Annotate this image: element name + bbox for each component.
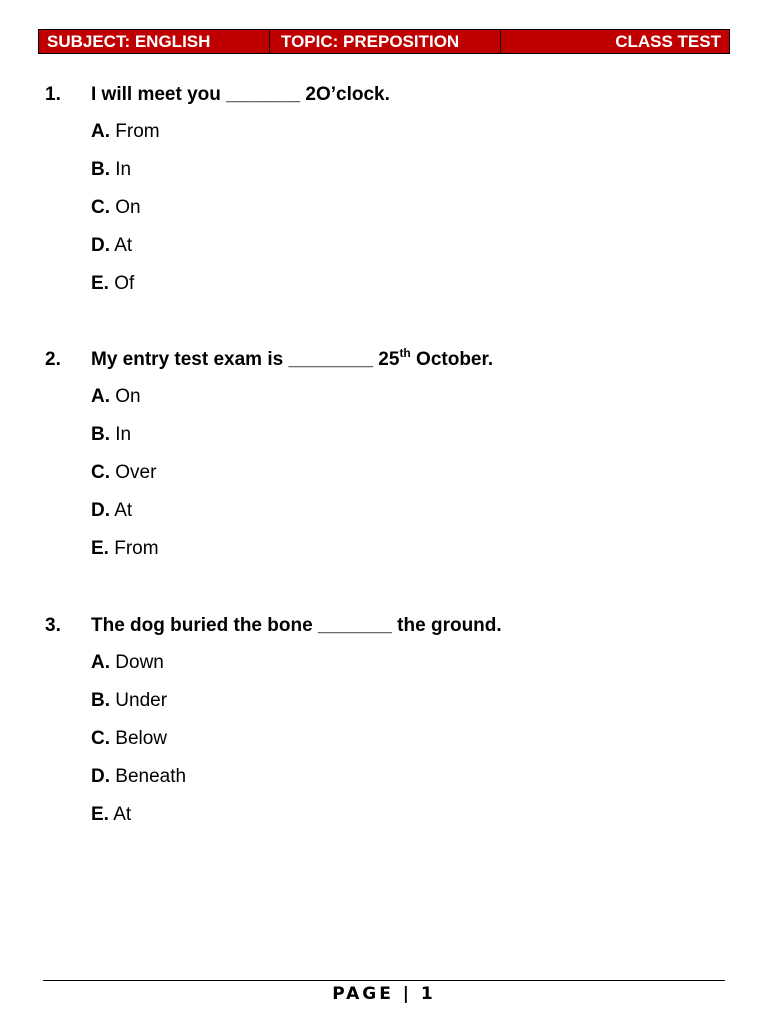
option-text: Over [115,462,157,483]
options-list [91,384,725,562]
question-text: The dog buried the bone _______ the ground. [91,615,502,636]
question-stem [45,614,725,638]
question-text: My entry test exam is ________ 25th October. [91,346,494,370]
option-text: Below [115,728,168,749]
question-3 [45,614,725,840]
option-text: Down [115,652,164,673]
option-text: From [115,121,160,142]
option-e [91,271,725,297]
option-letter: A. [91,121,110,142]
option-text: At [113,804,132,825]
option-letter: D. [91,500,110,521]
options-list [91,119,725,297]
option-text: On [115,197,141,218]
option-text: At [114,500,133,521]
option-text: Beneath [115,766,187,787]
option-b [91,688,725,714]
options-list [91,650,725,828]
option-letter: C. [91,728,110,749]
question-1 [45,83,725,309]
option-letter: D. [91,235,110,256]
option-e [91,536,725,562]
option-letter: B. [91,690,110,711]
option-letter: C. [91,462,110,483]
option-text: In [115,424,132,445]
option-letter: E. [91,273,109,294]
option-letter: C. [91,197,110,218]
option-e [91,802,725,828]
option-d [91,233,725,259]
option-text: At [114,235,133,256]
header-bar [38,29,730,54]
option-letter: A. [91,652,110,673]
question-number: 1. [45,84,61,105]
question-2 [45,348,725,574]
option-b [91,157,725,183]
subject-label: SUBJECT: ENGLISH [39,30,270,53]
option-b [91,422,725,448]
option-letter: E. [91,538,109,559]
option-c [91,460,725,486]
option-letter: B. [91,159,110,180]
question-number: 2. [45,349,61,370]
question-number: 3. [45,615,61,636]
option-text: Of [114,273,135,294]
page-number: PAGE | 1 [332,984,436,1004]
option-letter: E. [91,804,109,825]
option-a [91,119,725,145]
option-c [91,195,725,221]
topic-label: TOPIC: PREPOSITION [270,30,501,53]
option-d [91,498,725,524]
option-text: From [114,538,159,559]
option-text: In [115,159,132,180]
option-a [91,650,725,676]
option-letter: B. [91,424,110,445]
option-letter: D. [91,766,110,787]
option-text: Under [115,690,168,711]
option-text: On [115,386,141,407]
option-d [91,764,725,790]
option-a [91,384,725,410]
option-c [91,726,725,752]
question-text: I will meet you _______ 2O’clock. [91,84,390,105]
footer-divider [43,980,725,981]
test-type-label: CLASS TEST [615,32,721,51]
question-stem [45,83,725,107]
question-stem [45,348,725,372]
option-letter: A. [91,386,110,407]
